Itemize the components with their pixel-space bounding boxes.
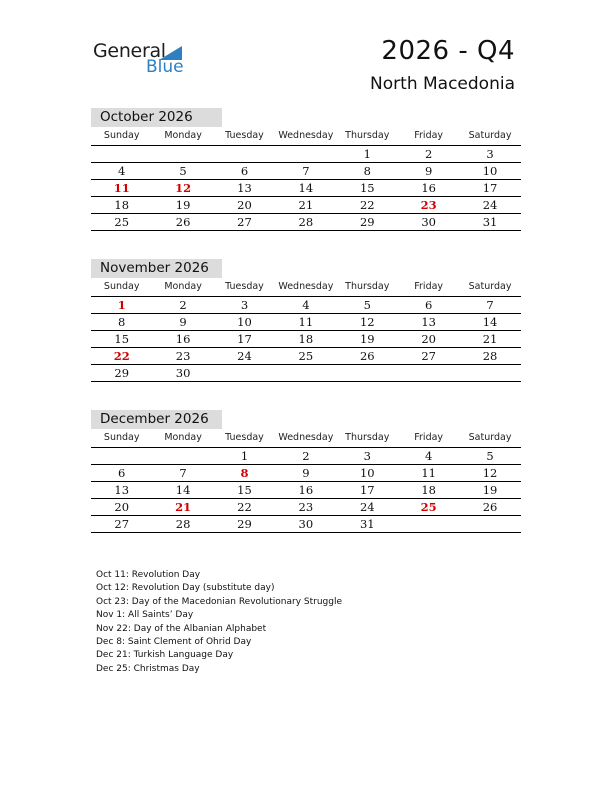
day-cell: 9 bbox=[302, 466, 310, 480]
day-cell: 1 bbox=[240, 449, 249, 463]
day-cell: 2 bbox=[179, 298, 187, 312]
holiday-note: Dec 8: Saint Clement of Ohrid Day bbox=[96, 637, 252, 648]
month-label: October 2026 bbox=[91, 108, 222, 127]
day-cell: 7 bbox=[486, 298, 494, 312]
weekday-label: Thursday bbox=[345, 432, 390, 443]
day-cell: 11 bbox=[421, 466, 436, 480]
holiday-note: Nov 1: All Saints’ Day bbox=[96, 610, 194, 621]
holiday-day-cell: 25 bbox=[420, 500, 437, 514]
month-october bbox=[91, 108, 521, 231]
weekday-label: Saturday bbox=[468, 130, 512, 141]
day-cell: 13 bbox=[421, 315, 436, 329]
holiday-note: Oct 11: Revolution Day bbox=[96, 570, 201, 580]
week-row bbox=[91, 331, 521, 348]
weekday-label: Saturday bbox=[468, 432, 512, 443]
holiday-note: Oct 23: Day of the Macedonian Revolutionary Struggle bbox=[96, 596, 343, 607]
week-row bbox=[91, 465, 521, 482]
weekday-header-row bbox=[91, 278, 521, 297]
day-cell: 16 bbox=[298, 483, 314, 497]
week-row bbox=[91, 348, 521, 365]
weekday-label: Thursday bbox=[345, 281, 390, 292]
day-cell: 12 bbox=[359, 315, 375, 329]
day-cell: 20 bbox=[237, 198, 252, 212]
day-cell bbox=[337, 365, 398, 381]
holiday-day-cell: 11 bbox=[113, 181, 130, 195]
day-cell: 24 bbox=[359, 500, 375, 514]
holiday-note: Nov 22: Day of the Albanian Alphabet bbox=[96, 623, 267, 634]
day-cell: 17 bbox=[237, 332, 252, 346]
week-row bbox=[91, 197, 521, 214]
day-cell: 18 bbox=[421, 483, 436, 497]
day-cell: 16 bbox=[175, 332, 191, 346]
day-cell: 28 bbox=[175, 517, 191, 531]
day-cell bbox=[214, 365, 275, 381]
day-cell: 19 bbox=[359, 332, 375, 346]
weekday-label: Thursday bbox=[345, 130, 390, 141]
logo-text-general: General bbox=[93, 40, 166, 62]
day-cell: 17 bbox=[482, 181, 498, 195]
weekday-label: Saturday bbox=[468, 281, 512, 292]
day-cell bbox=[91, 448, 152, 464]
week-row bbox=[91, 482, 521, 499]
day-cell bbox=[459, 516, 520, 532]
day-cell: 3 bbox=[486, 147, 494, 161]
week-row bbox=[91, 146, 521, 163]
country-name: North Macedonia bbox=[370, 74, 515, 94]
day-cell: 29 bbox=[237, 517, 252, 531]
month-label: November 2026 bbox=[91, 259, 222, 278]
day-cell bbox=[398, 516, 459, 532]
day-cell bbox=[214, 146, 275, 162]
weekday-header-row bbox=[91, 127, 521, 146]
day-cell: 18 bbox=[114, 198, 130, 212]
day-cell: 6 bbox=[118, 466, 126, 480]
day-cell: 3 bbox=[240, 298, 249, 312]
holiday-day-cell: 23 bbox=[420, 198, 437, 212]
day-cell: 13 bbox=[237, 181, 252, 195]
day-cell: 23 bbox=[175, 349, 191, 363]
holiday-day-cell: 21 bbox=[175, 500, 192, 514]
day-cell: 24 bbox=[482, 198, 498, 212]
day-cell: 19 bbox=[482, 483, 498, 497]
day-cell: 26 bbox=[359, 349, 375, 363]
day-cell bbox=[91, 146, 152, 162]
day-cell: 9 bbox=[424, 164, 433, 178]
day-cell: 30 bbox=[175, 366, 191, 380]
weekday-label: Friday bbox=[414, 281, 444, 292]
day-cell: 12 bbox=[482, 466, 498, 480]
week-row bbox=[91, 365, 521, 382]
holiday-notes bbox=[96, 569, 342, 676]
weekday-label: Friday bbox=[414, 432, 444, 443]
day-cell: 18 bbox=[298, 332, 314, 346]
weekday-label: Monday bbox=[164, 281, 202, 292]
day-cell: 26 bbox=[175, 215, 191, 229]
day-cell: 27 bbox=[114, 517, 130, 531]
day-cell: 3 bbox=[363, 449, 371, 463]
weekday-label: Tuesday bbox=[225, 432, 264, 443]
weekday-label: Friday bbox=[414, 130, 444, 141]
day-cell: 29 bbox=[359, 215, 375, 229]
day-cell: 23 bbox=[298, 500, 314, 514]
month-november bbox=[91, 259, 521, 382]
holiday-day-cell: 12 bbox=[175, 181, 192, 195]
weekday-label: Sunday bbox=[103, 281, 140, 292]
week-row bbox=[91, 297, 521, 314]
holiday-day-cell: 1 bbox=[117, 298, 126, 312]
day-cell: 10 bbox=[359, 466, 375, 480]
day-cell: 25 bbox=[114, 215, 130, 229]
holiday-day-cell: 22 bbox=[113, 349, 130, 363]
day-cell: 19 bbox=[175, 198, 191, 212]
week-row bbox=[91, 214, 521, 231]
day-cell: 30 bbox=[421, 215, 436, 229]
weekday-label: Wednesday bbox=[278, 432, 334, 443]
day-cell: 2 bbox=[302, 449, 310, 463]
day-cell: 26 bbox=[482, 500, 498, 514]
weekday-label: Wednesday bbox=[278, 281, 334, 292]
day-cell: 5 bbox=[179, 164, 187, 178]
day-cell: 11 bbox=[298, 315, 314, 329]
day-cell: 14 bbox=[482, 315, 498, 329]
logo-text-blue: Blue bbox=[146, 57, 184, 77]
day-cell: 21 bbox=[298, 198, 314, 212]
week-row bbox=[91, 499, 521, 516]
day-cell: 6 bbox=[240, 164, 249, 178]
day-cell: 28 bbox=[298, 215, 314, 229]
day-cell: 4 bbox=[118, 164, 126, 178]
day-cell: 7 bbox=[179, 466, 187, 480]
day-cell: 27 bbox=[237, 215, 252, 229]
day-cell: 15 bbox=[114, 332, 130, 346]
day-cell: 20 bbox=[421, 332, 436, 346]
week-row bbox=[91, 448, 521, 465]
day-cell: 29 bbox=[114, 366, 130, 380]
day-cell: 5 bbox=[363, 298, 371, 312]
day-cell bbox=[275, 146, 336, 162]
day-cell: 10 bbox=[482, 164, 498, 178]
week-row bbox=[91, 163, 521, 180]
day-cell: 15 bbox=[237, 483, 252, 497]
weekday-label: Sunday bbox=[103, 130, 140, 141]
holiday-note: Dec 21: Turkish Language Day bbox=[96, 650, 234, 661]
day-cell: 8 bbox=[363, 164, 371, 178]
holiday-note: Oct 12: Revolution Day (substitute day) bbox=[96, 583, 275, 594]
holiday-day-cell: 8 bbox=[240, 466, 249, 480]
week-row bbox=[91, 180, 521, 197]
weekday-label: Tuesday bbox=[225, 130, 264, 141]
weekday-label: Tuesday bbox=[225, 281, 264, 292]
week-row bbox=[91, 516, 521, 533]
day-cell bbox=[152, 146, 213, 162]
week-row bbox=[91, 314, 521, 331]
day-cell: 14 bbox=[175, 483, 191, 497]
day-cell: 28 bbox=[482, 349, 498, 363]
weekday-label: Wednesday bbox=[278, 130, 334, 141]
day-cell: 5 bbox=[486, 449, 494, 463]
day-cell: 13 bbox=[114, 483, 130, 497]
day-cell: 15 bbox=[359, 181, 375, 195]
holiday-note: Dec 25: Christmas Day bbox=[96, 663, 200, 674]
page-title: 2026 - Q4 bbox=[381, 36, 515, 66]
day-cell bbox=[398, 365, 459, 381]
day-cell: 2 bbox=[424, 147, 433, 161]
weekday-label: Sunday bbox=[103, 432, 140, 443]
day-cell: 9 bbox=[179, 315, 187, 329]
day-cell: 31 bbox=[359, 517, 375, 531]
month-label: December 2026 bbox=[91, 410, 222, 429]
day-cell: 31 bbox=[482, 215, 498, 229]
day-cell: 4 bbox=[302, 298, 310, 312]
day-cell: 7 bbox=[302, 164, 310, 178]
weekday-label: Monday bbox=[164, 130, 202, 141]
day-cell: 17 bbox=[359, 483, 375, 497]
weekday-label: Monday bbox=[164, 432, 202, 443]
generalblue-logo bbox=[93, 40, 193, 80]
day-cell bbox=[152, 448, 213, 464]
month-december bbox=[91, 410, 521, 533]
day-cell bbox=[275, 365, 336, 381]
day-cell: 10 bbox=[237, 315, 252, 329]
day-cell: 8 bbox=[118, 315, 126, 329]
weekday-header-row bbox=[91, 429, 521, 448]
day-cell: 14 bbox=[298, 181, 314, 195]
day-cell: 6 bbox=[424, 298, 433, 312]
day-cell: 20 bbox=[114, 500, 130, 514]
day-cell: 21 bbox=[482, 332, 498, 346]
day-cell: 27 bbox=[421, 349, 436, 363]
day-cell: 30 bbox=[298, 517, 314, 531]
day-cell: 22 bbox=[237, 500, 252, 514]
day-cell: 22 bbox=[359, 198, 375, 212]
day-cell: 25 bbox=[298, 349, 314, 363]
day-cell bbox=[459, 365, 520, 381]
day-cell: 1 bbox=[363, 147, 371, 161]
day-cell: 24 bbox=[237, 349, 252, 363]
day-cell: 4 bbox=[424, 449, 433, 463]
day-cell: 16 bbox=[421, 181, 436, 195]
